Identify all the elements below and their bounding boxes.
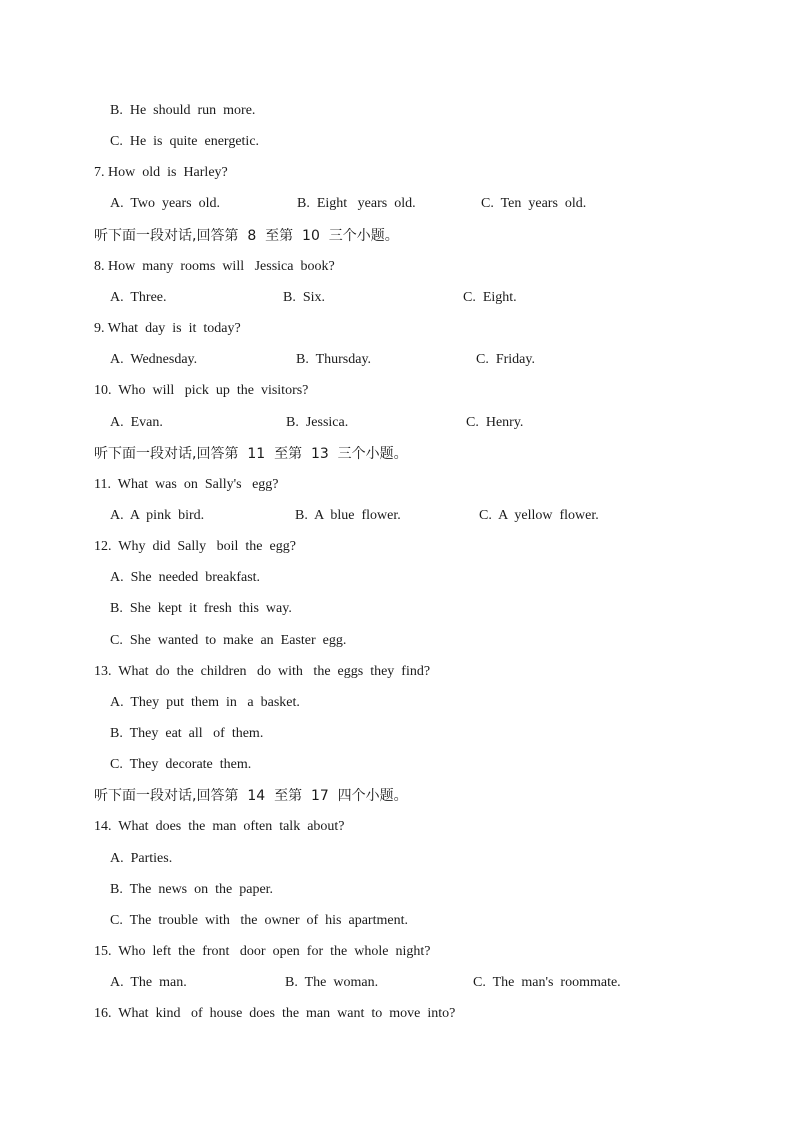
answer-option: B. Six.	[283, 290, 326, 305]
answer-option: A. A pink bird.	[110, 508, 205, 523]
answer-option: B. The news on the paper.	[110, 882, 274, 897]
question: 14. What does the man often talk about?	[94, 819, 345, 834]
answer-option: B. Eight years old.	[297, 196, 416, 211]
answer-option: A. Parties.	[110, 851, 173, 866]
answer-option: A. Three.	[110, 290, 167, 305]
question: 15. Who left the front door open for the whole night?	[94, 944, 431, 959]
answer-option: C. The man's roommate.	[473, 975, 621, 990]
answer-option: C. He is quite energetic.	[110, 134, 260, 149]
question: 8. How many rooms will Jessica book?	[94, 259, 335, 274]
question: 12. Why did Sally boil the egg?	[94, 539, 296, 554]
answer-option: B. Thursday.	[296, 352, 372, 367]
answer-option: B. Jessica.	[286, 415, 349, 430]
answer-option: C. A yellow flower.	[479, 508, 599, 523]
question: 9. What day is it today?	[94, 321, 241, 336]
answer-option: B. They eat all of them.	[110, 726, 264, 741]
question: 10. Who will pick up the visitors?	[94, 383, 309, 398]
answer-option: A. Wednesday.	[110, 352, 198, 367]
section-instruction: 听下面一段对话,回答第 8 至第 10 三个小题。	[94, 228, 399, 244]
answer-option: C. She wanted to make an Easter egg.	[110, 633, 347, 648]
answer-option: B. A blue flower.	[295, 508, 401, 523]
section-instruction: 听下面一段对话,回答第 11 至第 13 三个小题。	[94, 446, 408, 462]
question: 7. How old is Harley?	[94, 165, 228, 180]
answer-option: C. Friday.	[476, 352, 535, 367]
answer-option: A. The man.	[110, 975, 187, 990]
answer-option: A. She needed breakfast.	[110, 570, 261, 585]
answer-option: C. Ten years old.	[481, 196, 587, 211]
answer-option: B. The woman.	[285, 975, 379, 990]
question: 16. What kind of house does the man want to move into?	[94, 1006, 456, 1021]
question: 11. What was on Sally's egg?	[94, 477, 279, 492]
answer-option: B. He should run more.	[110, 103, 256, 118]
question: 13. What do the children do with the eggs they find?	[94, 664, 431, 679]
answer-option: C. They decorate them.	[110, 757, 252, 772]
section-instruction: 听下面一段对话,回答第 14 至第 17 四个小题。	[94, 788, 408, 804]
answer-option: C. The trouble with the owner of his apartment.	[110, 913, 408, 928]
answer-option: A. Two years old.	[110, 196, 220, 211]
answer-option: A. Evan.	[110, 415, 163, 430]
answer-option: C. Henry.	[466, 415, 524, 430]
answer-option: A. They put them in a basket.	[110, 695, 300, 710]
answer-option: C. Eight.	[463, 290, 517, 305]
answer-option: B. She kept it fresh this way.	[110, 601, 292, 616]
